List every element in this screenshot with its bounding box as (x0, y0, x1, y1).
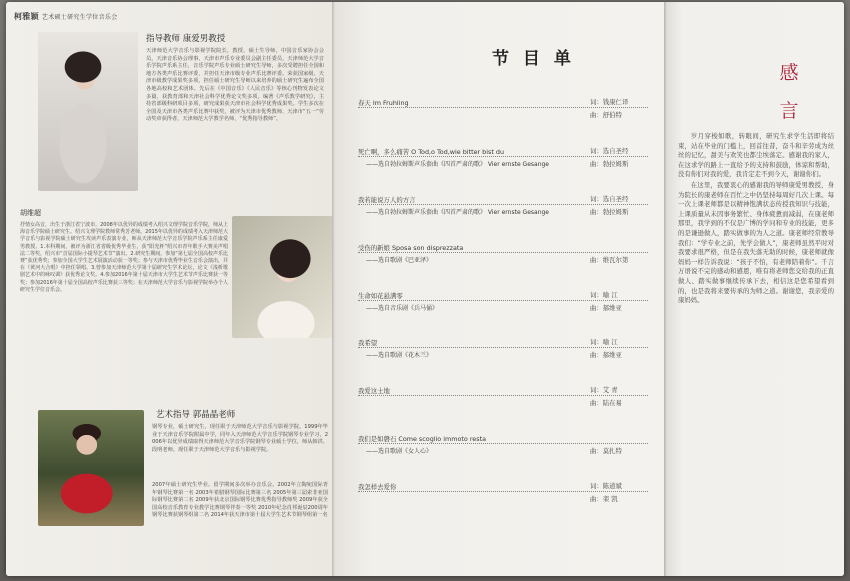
mentor1-title: 指导教师 康爱男教授 (146, 34, 226, 44)
thanks-text (678, 132, 834, 307)
brochure-header (14, 11, 118, 22)
program-item-composer: 曲：郝维亚 (590, 304, 622, 312)
dotted-line (358, 395, 648, 396)
program-item-composer: 曲：莫扎特 (590, 447, 622, 455)
concert-brochure (6, 2, 844, 576)
student-photo (232, 216, 332, 338)
student-name: 胡维超 (20, 209, 41, 217)
program-item-source: ——选自歌剧《花木兰》 (366, 352, 433, 359)
dotted-line (358, 156, 648, 157)
program-item-composer: 曲：勃拉姆斯 (590, 208, 629, 216)
student-bio: 抒情女高音，出生于浙江省宁波市。2008年以优异的成绩考入绍兴文理学院音乐学院，师从上海音乐学院硕士研究生、绍兴文理学院教师常秀芳老师。2015年以优异的成绩考入天津师范大学音乐与影视学院硕士研究生攻读声乐表演专业，师从天津师范大学音乐学院声乐系主任康爱男教授。1.本科期间，被评为浙江省省级优秀毕业生，获“阳光杯”绍兴市青年歌手大赛美声唱法二等奖，绍兴市“首届国际小提琴艺术节”演出。2.研究生期间，参加“第七届全国高校声乐比赛”获优秀奖；参加全国大学生艺术展演活动获一等奖；参与天津市优秀毕业生音乐会演出，并在《黄河大合唱》中担任领唱。3.曾参加天津师范大学第十届研究生学术论坛，论文《浅析歌剧艺术中的咏叹调》获优秀论文奖。4.参加2016年第十届天津市大学生艺术节声乐比赛获一等奖；参加2016年第十届全国高校声乐比赛获三等奖；在天津师范大学音乐与影视学院举办个人研究生学位音乐会。 (20, 222, 228, 293)
mentor1-bio: 天津师范大学音乐与影视学院院长，教授，硕士生导师，中国音乐家协会会员，天津音乐协会理事，天津市声乐专业委员会副主任委员，天津师范大学音乐学院声乐系主任，音乐学院声乐专业硕士研究生导师，多次受聘担任全国和地方各类声乐比赛评委，并担任天津市级专业声乐比赛评委。荣获国家级、天津市级教学成果奖多项，担任硕士研究生导师以来培养的硕士研究生遍布全国各地高校和艺术团体。先后在《中国音乐》《人民音乐》等核心刊物发表论文多篇，获教育部和天津社会科学优秀论文奖多项。编著《声乐教学研究》，主持省部级科研项目多项，研究成果获天津市社会科学优秀成果奖。学生多次在全国及天津市各类声乐比赛中获奖，被评为天津市优秀教师、天津市“五一”劳动奖章获得者，天津师范大学教学名师，“优秀指导教师”。 (146, 48, 324, 123)
thanks-title: 感言 (779, 62, 799, 122)
left-panel (6, 2, 332, 576)
fold-shadow (664, 2, 667, 576)
program-item-name: 生命如花悬满零 (358, 292, 403, 300)
program-item-source: ——选自歌剧《巴亚泽》 (366, 257, 433, 264)
program-item-lyricist: 词：选自圣经 (590, 195, 629, 203)
program-item-composer: 曲：栾 凯 (590, 495, 618, 503)
program-item-composer: 曲：勃拉姆斯 (590, 160, 629, 168)
header-name: 柯雅颖 (14, 12, 39, 21)
program-item-name: 我们是如磐石 Come scoglio immoto resta (358, 435, 486, 443)
program-item-source: ——选自勃拉姆斯声乐套曲《四首严肃的歌》 Vier ernste Gesange (366, 209, 549, 216)
mentor2-awards: 2007年硕士研究生毕业。留学期间多次举办音乐会。2002年立陶宛国际青年钢琴比赛第一名 2003年希腊钢琴国际比赛第三名 2005年第三届索非亚国际钢琴比赛第二名 2009年获北京国际钢琴比赛优秀指导教师奖 2009年获全国高校音乐教育专业教学比赛钢琴伴奏一等奖 2010年纪念肖邦诞辰200周年钢琴比赛获钢琴组第二名 2014年获天津市第十届大学生艺术节钢琴组第一名 (152, 482, 328, 519)
program-item-lyricist: 词：钱康仁译 (590, 98, 629, 106)
program-item-source: ——选自勃拉姆斯声乐套曲《四首严肃的歌》 Vier ernste Gesange (366, 161, 549, 168)
program-item-lyricist: 词：选自圣经 (590, 147, 629, 155)
program-item-composer: 曲：郝维亚 (590, 351, 622, 359)
thanks-panel (664, 2, 844, 576)
thanks-paragraph-1: 岁月穿梭如歌，转眼间，研究生求学生活即将结束，站在毕业的门槛上，回首往昔，奋斗和辛劳成为丝丝的记忆，甜美与欢笑也都尘埃落定。感谢我的家人，在这求学的路上一直给予的支持和鼓励，体谅和帮助，没有你们对我的爱，我肯定走不到今天，谢谢你们。 (678, 132, 834, 179)
program-item-name: 我爱这土地 (358, 387, 390, 395)
program-item-lyricist: 词：艾 青 (590, 386, 618, 394)
dotted-line (358, 252, 648, 253)
header-subtitle: 艺术硕士研究生学位音乐会 (41, 14, 118, 21)
mentor2-bio: 钢琴专业，硕士研究生，现任职于天津师范大学音乐与影视学院。1999年毕业于天津音乐学院附属中学，同年入天津师范大学音乐学院钢琴专业学习，2006年以优异成绩取得天津师范大学音乐学院钢琴专业硕士学位，师从韩洪、段明老师。现任职于天津师范大学音乐与影视学院。 (152, 424, 328, 453)
dotted-line (358, 443, 648, 444)
dotted-line (358, 107, 648, 108)
fold-shadow (332, 2, 335, 576)
program-panel (332, 2, 664, 576)
program-item-name: 死亡啊，多么痛苦 O Tod,o Tod,wie bitter bist du (358, 148, 504, 156)
program-item (358, 98, 648, 119)
program-item-name: 我若能说万人的方言 (358, 196, 416, 204)
program-item-source: ——选自音乐剧《兵马俑》 (366, 305, 439, 312)
program-item-lyricist: 词：陈道斌 (590, 482, 622, 490)
thanks-paragraph-2: 在这里，我要衷心的感谢我的导师康爱男教授，身为院长的康老师在百忙之中仍坚持每周好几次上课。每一次上课老师都是以精神饱满状态传授我知识与技能，上课质量从未因事务繁忙、身体疲惫而减弱，在康老师那里，我学到的不仅是广博的学问和专业的技能，更多的是谦逊做人，踏实做事的为人之道。康老师经常教导我们：“学专业之前，先学会做人”，康老师虽然平时对我要求很严格，但是在我失落无助的时候，康老师就像妈妈一样告诉我说：“孩子不怕，有老师陪着你”。千言万语说不完的感动和感恩，唯有将老师您交给我的正直做人、踏实做事继续传承下去，相信这是您希望看到的，也是我将来要传承的为师之道。谢谢您，我亲爱的康妈妈。 (678, 180, 834, 305)
dotted-line (358, 300, 648, 301)
program-item-name: 春天 Im Fruhling (358, 99, 409, 107)
program-item-lyricist: 词：喻 江 (590, 338, 618, 346)
dotted-line (358, 347, 648, 348)
program-item-name: 受伤的新娘 Sposa son disprezzata (358, 244, 464, 252)
program-item (358, 386, 648, 407)
program-item-composer: 曲：舒伯特 (590, 111, 622, 119)
program-item-composer: 曲：陆在易 (590, 399, 622, 407)
mentor1-photo (38, 32, 138, 191)
mentor2-photo (38, 410, 144, 526)
program-item-source: ——选自歌剧《女人心》 (366, 448, 433, 455)
program-title: 节 目 单 (492, 49, 575, 69)
program-item-name: 我怎样去爱你 (358, 483, 397, 491)
program-item-composer: 曲：维瓦尔第 (590, 256, 629, 264)
program-item-lyricist: 词：喻 江 (590, 291, 618, 299)
dotted-line (358, 491, 648, 492)
program-item (358, 482, 648, 503)
mentor2-title: 艺术指导 郭晶晶老师 (156, 410, 236, 420)
program-item-name: 我希望 (358, 339, 378, 347)
dotted-line (358, 204, 648, 205)
